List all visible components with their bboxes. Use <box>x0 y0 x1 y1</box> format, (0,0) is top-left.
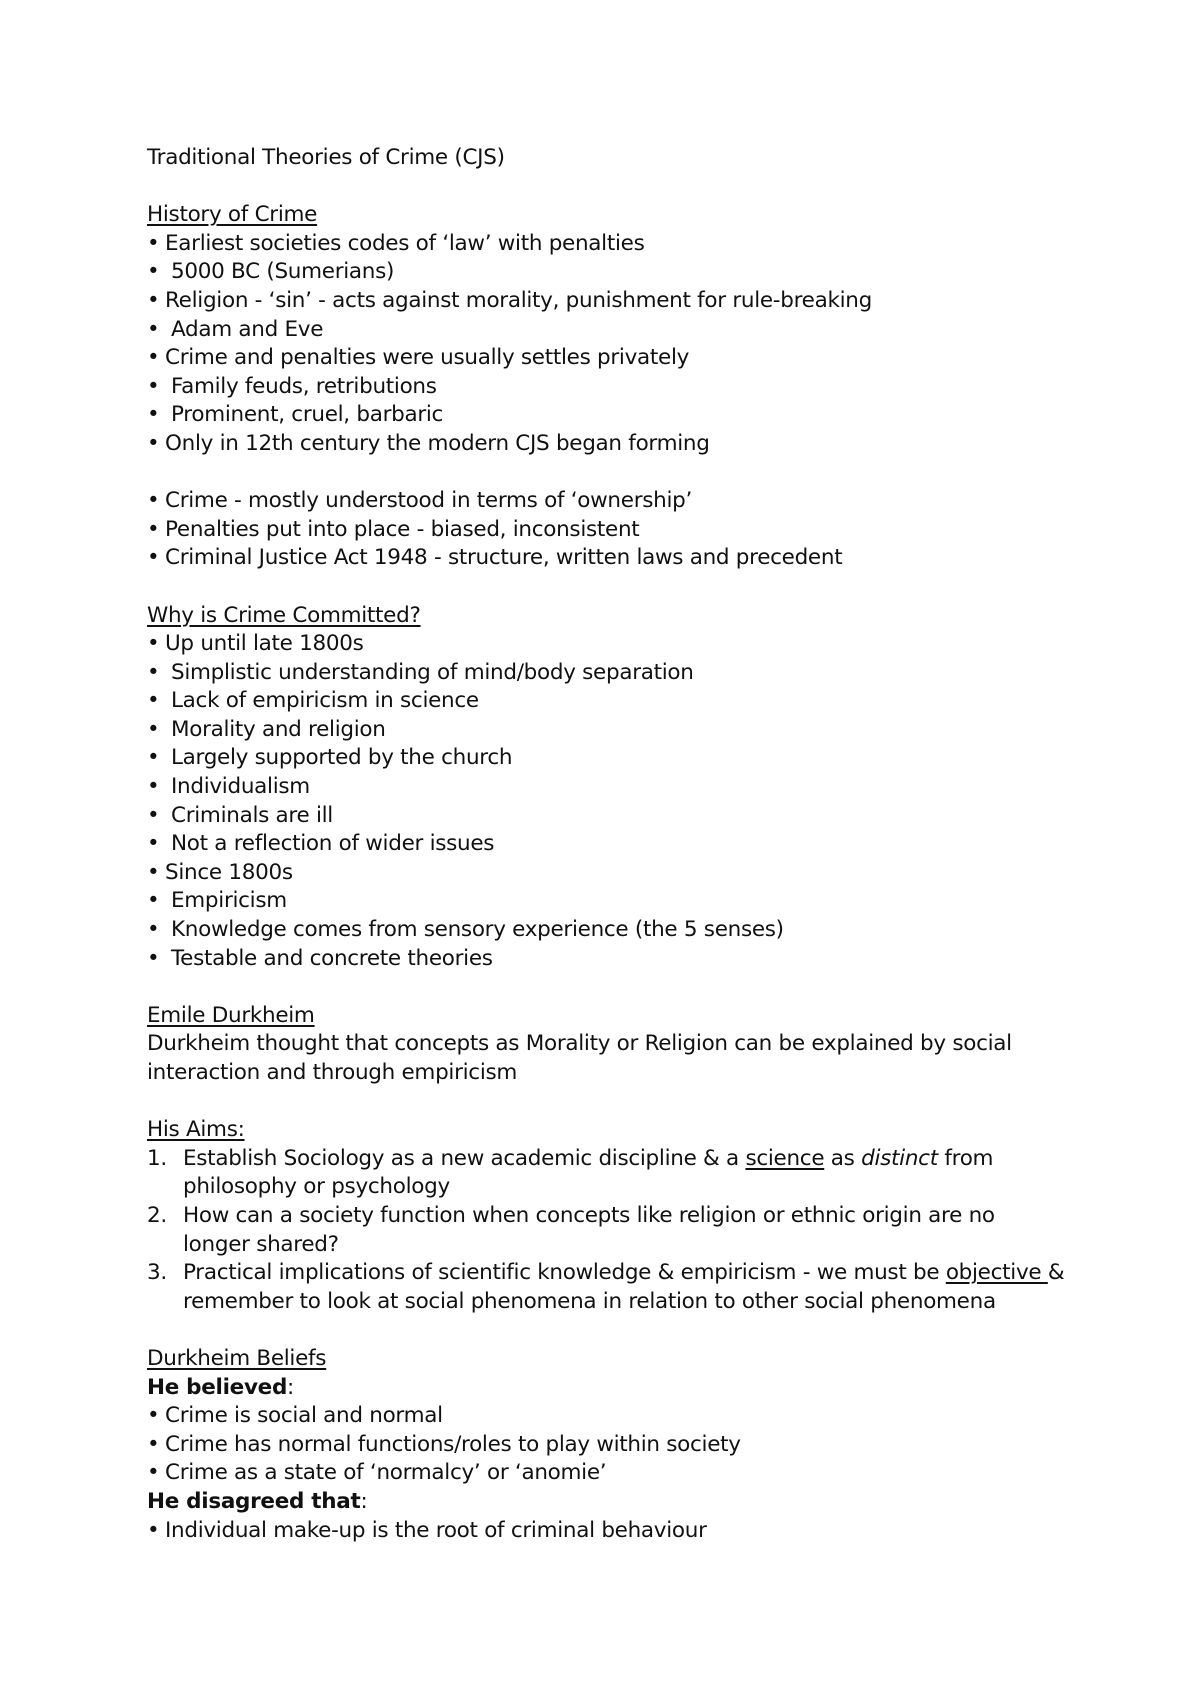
bullet-item <box>147 773 1067 802</box>
bullet-icon: • <box>147 345 160 371</box>
bullet-item <box>147 887 1067 916</box>
bullet-text: Crime as a state of ‘normalcy’ or ‘anomie’ <box>165 1460 607 1486</box>
list-number: 1. <box>147 1145 167 1171</box>
bullet-icon: • <box>147 230 160 256</box>
bullet-text: Only in 12th century the modern CJS began forming <box>165 430 710 456</box>
bullet-item <box>147 316 1067 345</box>
list-number: 3. <box>147 1260 167 1286</box>
bullet-item <box>147 716 1067 745</box>
bullet-text: Family feuds, retributions <box>171 373 437 399</box>
bullet-text: Crime is social and normal <box>165 1403 443 1429</box>
bullet-text: Empiricism <box>171 888 287 914</box>
bullet-icon: • <box>147 516 160 542</box>
bullet-item <box>147 487 1067 516</box>
bullet-item <box>147 945 1067 974</box>
bullet-item <box>147 344 1067 373</box>
bullet-icon: • <box>147 716 160 742</box>
bullet-item <box>147 1459 1067 1488</box>
bullet-icon: • <box>147 287 160 313</box>
bullet-icon: • <box>147 659 160 685</box>
bullet-text: Testable and concrete theories <box>171 945 493 971</box>
bullet-item <box>147 859 1067 888</box>
bullet-icon: • <box>147 1460 160 1486</box>
history-list-a <box>147 230 1067 459</box>
bullet-item <box>147 830 1067 859</box>
believed-list <box>147 1402 1067 1488</box>
bullet-text: Knowledge comes from sensory experience (the 5 senses) <box>171 917 784 943</box>
bullet-item <box>147 744 1067 773</box>
bullet-text: Penalties put into place - biased, inconsistent <box>165 516 640 542</box>
bullet-text: Crime - mostly understood in terms of ‘ownership’ <box>165 488 693 514</box>
bullet-text: Up until late 1800s <box>165 631 364 657</box>
bullet-icon: • <box>147 802 160 828</box>
aims-item-3 <box>147 1259 1067 1316</box>
bullet-text: Religion - ‘sin’ - acts against morality, punishment for rule-breaking <box>165 287 872 313</box>
bullet-icon: • <box>147 1431 160 1457</box>
why-list <box>147 630 1067 973</box>
spacer <box>147 459 1067 488</box>
bullet-icon: • <box>147 1517 160 1543</box>
bullet-item <box>147 630 1067 659</box>
bullet-text: Not a reflection of wider issues <box>171 831 495 857</box>
text-run: from philosophy or psychology <box>183 1145 994 1200</box>
bullet-text: Individual make-up is the root of criminal behaviour <box>165 1517 707 1543</box>
bullet-icon: • <box>147 917 160 943</box>
disagreed-list <box>147 1517 1067 1546</box>
bullet-text: Crime and penalties were usually settles privately <box>165 345 690 371</box>
bullet-icon: • <box>147 859 160 885</box>
bullet-icon: • <box>147 373 160 399</box>
bullet-item <box>147 287 1067 316</box>
bullet-text: Morality and religion <box>171 716 386 742</box>
bullet-text: 5000 BC (Sumerians) <box>171 259 395 285</box>
section-heading-beliefs: Durkheim Beliefs <box>147 1345 327 1371</box>
bullet-text: Earliest societies codes of ‘law’ with penalties <box>165 230 645 256</box>
history-list-b <box>147 487 1067 573</box>
bullet-icon: • <box>147 945 160 971</box>
bullet-icon: • <box>147 402 160 428</box>
bullet-icon: • <box>147 831 160 857</box>
bullet-item <box>147 1517 1067 1546</box>
durkheim-paragraph: Durkheim thought that concepts as Morality or Religion can be explained by social interaction and through empiricism <box>147 1031 1012 1085</box>
bullet-item <box>147 916 1067 945</box>
colon: : <box>287 1374 294 1400</box>
bullet-text: Individualism <box>171 774 310 800</box>
bullet-icon: • <box>147 888 160 914</box>
aims-item-text: How can a society function when concepts like religion or ethnic origin are no longer shared? <box>183 1202 995 1257</box>
bullet-text: Crime has normal functions/roles to play within society <box>165 1431 741 1457</box>
aims-item-2 <box>147 1202 1067 1259</box>
bullet-text: Criminal Justice Act 1948 - structure, written laws and precedent <box>165 545 843 571</box>
bullet-item <box>147 430 1067 459</box>
bullet-item <box>147 802 1067 831</box>
bullet-item <box>147 516 1067 545</box>
bullet-item <box>147 1431 1067 1460</box>
page-title: Traditional Theories of Crime (CJS) <box>147 145 505 170</box>
bullet-item <box>147 230 1067 259</box>
text-run: Establish Sociology as a new academic discipline & a <box>183 1145 746 1171</box>
bullet-item <box>147 258 1067 287</box>
bullet-icon: • <box>147 631 160 657</box>
believed-label: He believed <box>147 1374 288 1400</box>
emphasis-distinct: distinct <box>861 1145 938 1171</box>
disagreed-label-line <box>147 1488 1067 1517</box>
bullet-icon: • <box>147 316 160 342</box>
bullet-icon: • <box>147 259 160 285</box>
emphasis-science: science <box>745 1145 825 1171</box>
bullet-icon: • <box>147 774 160 800</box>
bullet-icon: • <box>147 545 160 571</box>
bullet-item <box>147 401 1067 430</box>
bullet-item <box>147 1402 1067 1431</box>
bullet-icon: • <box>147 1403 160 1429</box>
spacer <box>147 973 1067 1002</box>
text-run: as <box>824 1145 862 1171</box>
bullet-item <box>147 687 1067 716</box>
aims-item-text <box>183 1260 1064 1314</box>
believed-label-line <box>147 1374 1067 1403</box>
bullet-text: Simplistic understanding of mind/body separation <box>171 659 694 685</box>
section-heading-why: Why is Crime Committed? <box>147 602 421 628</box>
section-heading-durkheim: Emile Durkheim <box>147 1002 315 1028</box>
text-run: Practical implications of scientific knowledge & empiricism - we must be <box>183 1260 946 1286</box>
bullet-text: Prominent, cruel, barbaric <box>171 402 444 428</box>
spacer <box>147 573 1067 602</box>
bullet-text: Adam and Eve <box>171 316 324 342</box>
bullet-icon: • <box>147 488 160 514</box>
emphasis-objective: objective <box>945 1260 1048 1286</box>
spacer <box>147 173 1067 202</box>
document-body <box>147 144 1067 1545</box>
spacer <box>147 1316 1067 1345</box>
bullet-icon: • <box>147 688 160 714</box>
section-heading-aims: His Aims: <box>147 1117 245 1143</box>
text-run: & remember to look at social phenomena in relation to other social phenomena <box>183 1260 1065 1314</box>
aims-item-1 <box>147 1145 1067 1202</box>
bullet-item <box>147 373 1067 402</box>
bullet-text: Criminals are ill <box>171 802 333 828</box>
bullet-item <box>147 659 1067 688</box>
colon: : <box>360 1488 368 1514</box>
bullet-icon: • <box>147 745 160 771</box>
bullet-icon: • <box>147 430 160 456</box>
spacer <box>147 1088 1067 1117</box>
bullet-text: Since 1800s <box>165 859 293 885</box>
section-heading-history: History of Crime <box>147 202 318 228</box>
bullet-item <box>147 544 1067 573</box>
aims-item-text <box>183 1146 993 1200</box>
bullet-text: Largely supported by the church <box>171 745 513 771</box>
disagreed-label: He disagreed that <box>147 1488 361 1514</box>
bullet-text: Lack of empiricism in science <box>171 688 479 714</box>
list-number: 2. <box>147 1202 167 1228</box>
